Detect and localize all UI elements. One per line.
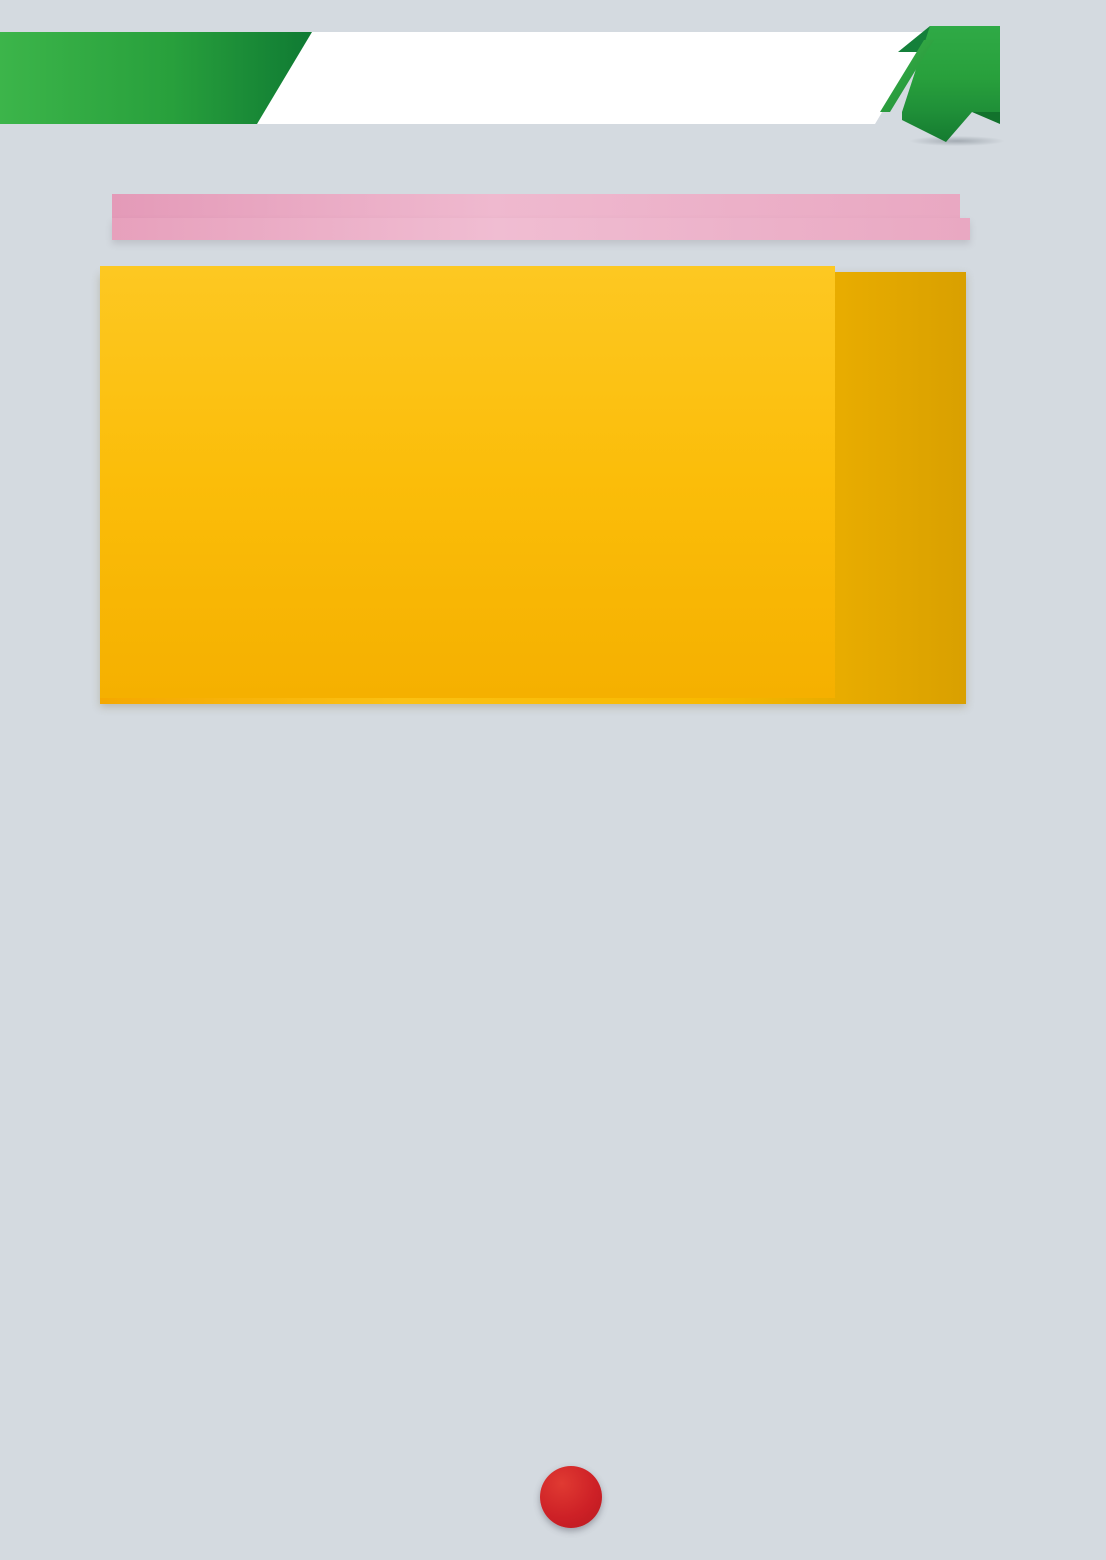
page-content [0,160,1106,706]
theme-flag-tail-right [972,112,1000,124]
page-number-badge [540,1466,602,1528]
activity-6-panel [100,266,980,706]
theme-flag-shadow [910,136,1004,146]
activity-5-panel-bottom [112,218,970,240]
header-green-ribbon [0,32,312,124]
activity-6-panel-left [100,266,835,698]
activity-5-panel-top [112,194,960,218]
theme-flag [880,26,1010,144]
